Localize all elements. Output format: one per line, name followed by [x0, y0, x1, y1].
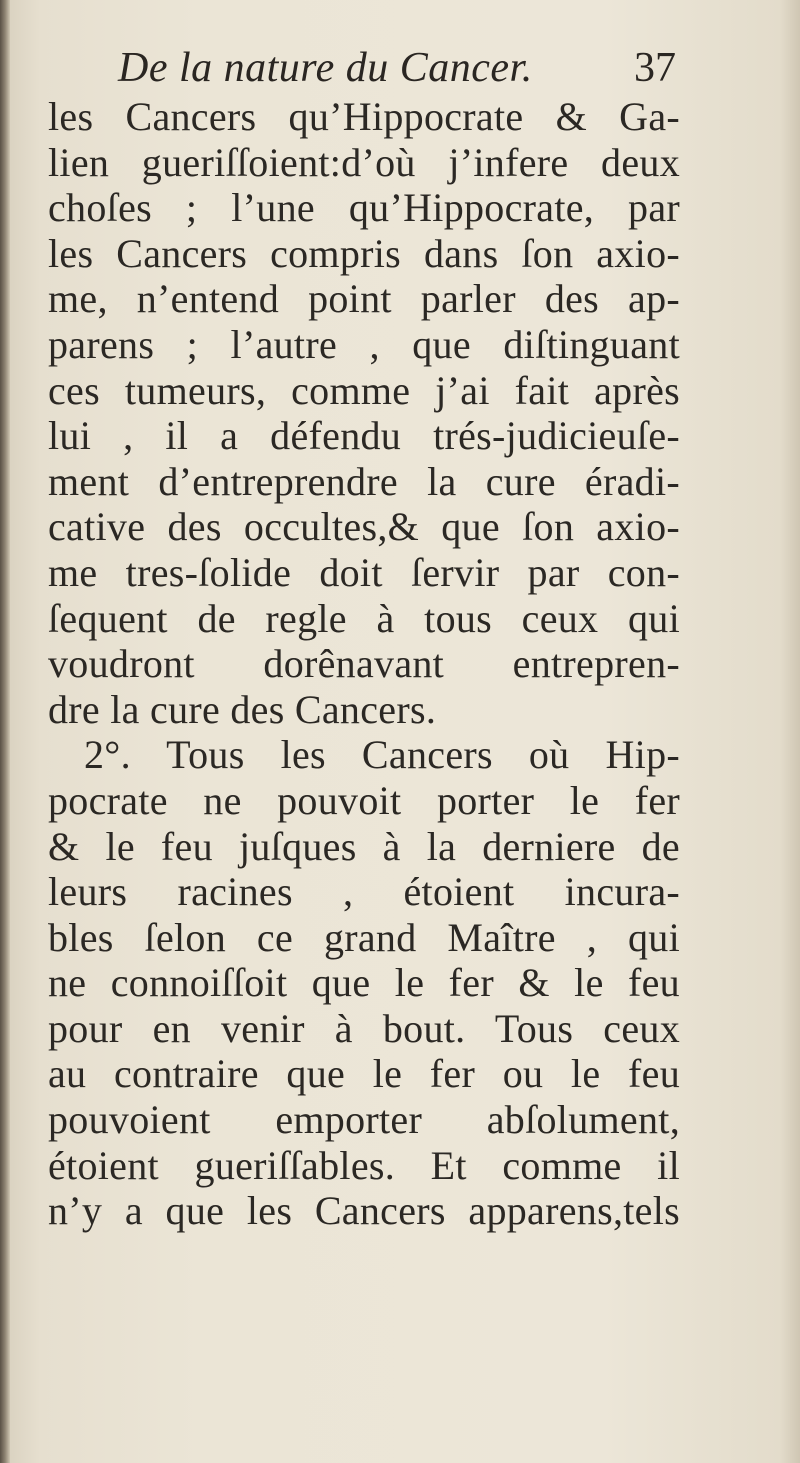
text-line: me, n’entend point parler des ap-	[48, 276, 680, 322]
text-line: cative des occultes,& que ſon axio-	[48, 504, 680, 550]
text-line: ne connoiſſoit que le fer & le feu	[48, 960, 680, 1006]
text-line: & le feu juſques à la derniere de	[48, 823, 680, 869]
text-line: pocrate ne pouvoit porter le fer	[48, 777, 680, 823]
text-line: pour en venir à bout. Tous ceux	[48, 1005, 680, 1051]
running-head: De la nature du Cancer.	[118, 45, 533, 91]
text-line: n’y a que les Cancers apparens,tels	[48, 1188, 680, 1234]
text-line: ces tumeurs, comme j’ai fait après	[48, 367, 680, 413]
text-line: lien gueriſſoient:d’où j’infere deux	[48, 139, 680, 185]
text-line: 2°. Tous les Cancers où Hip-	[84, 732, 680, 778]
body-text	[48, 94, 680, 1234]
text-line: étoient gueriſſables. Et comme il	[48, 1142, 680, 1188]
page-header	[118, 42, 690, 102]
text-line: ſequent de regle à tous ceux qui	[48, 595, 680, 641]
text-line: pouvoient emporter abſolument,	[48, 1097, 680, 1143]
text-line: dre la cure des Cancers.	[48, 686, 437, 732]
text-line: lui , il a défendu trés-judicieuſe-	[48, 413, 680, 459]
text-line: voudront dorênavant entrepren-	[48, 641, 680, 687]
text-line: me tres-ſolide doit ſervir par con-	[48, 549, 680, 595]
book-binding-edge	[0, 0, 10, 1463]
text-line: parens ; l’autre , que diſtinguant	[48, 321, 680, 367]
text-line: les Cancers qu’Hippocrate & Ga-	[48, 94, 680, 139]
text-line: choſes ; l’une qu’Hippocrate, par	[48, 185, 680, 231]
text-line: les Cancers compris dans ſon axio-	[48, 230, 680, 276]
text-line: bles ſelon ce grand Maître , qui	[48, 914, 680, 960]
page-number: 37	[634, 45, 676, 91]
text-line: leurs racines , étoient incura-	[48, 869, 680, 915]
text-line: ment d’entreprendre la cure éradi-	[48, 458, 680, 504]
text-line: au contraire que le fer ou le feu	[48, 1051, 680, 1097]
